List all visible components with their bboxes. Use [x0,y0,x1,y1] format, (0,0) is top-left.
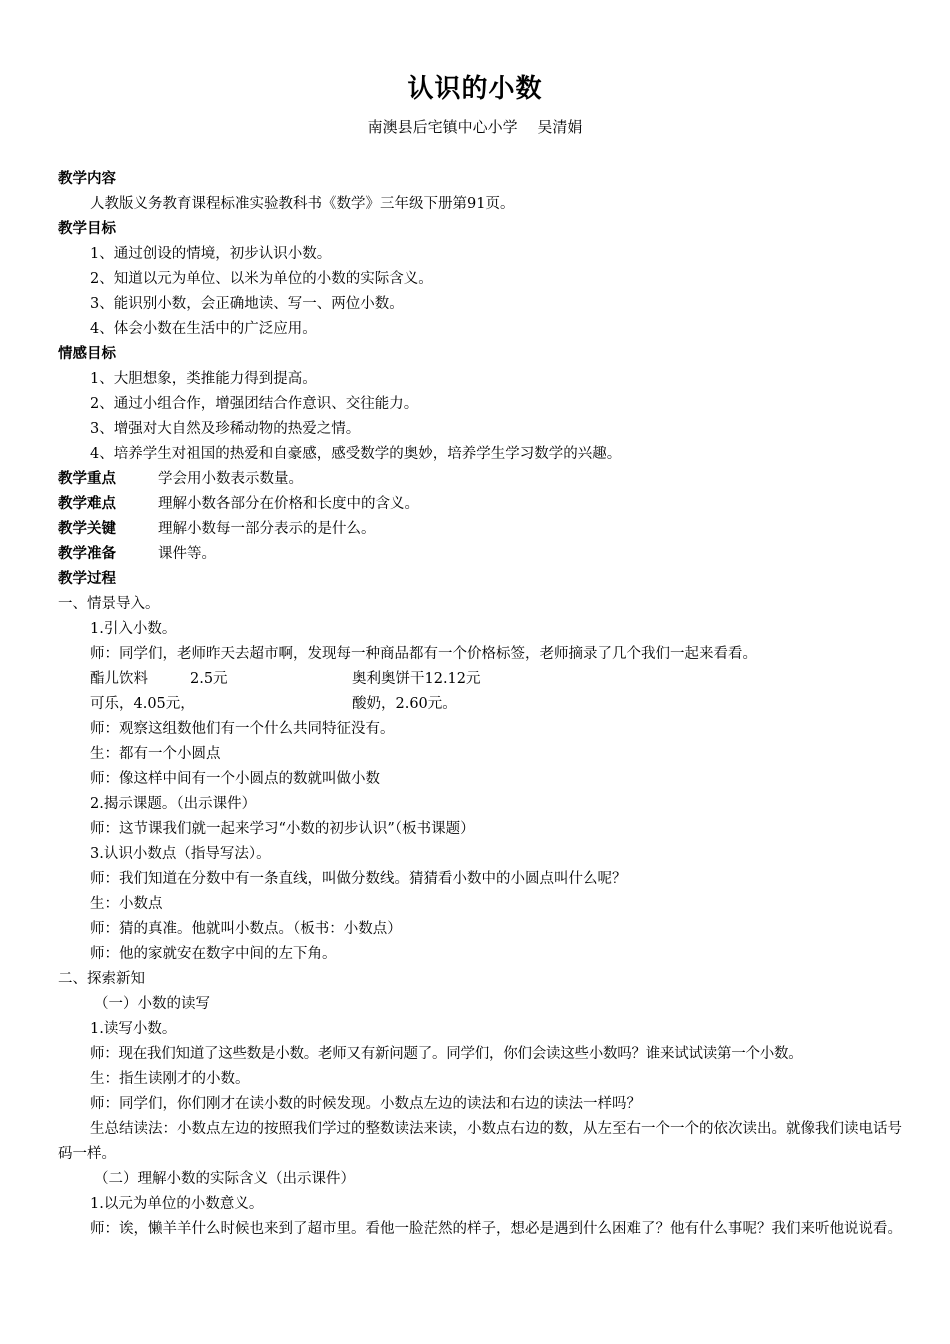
goals-heading: 教学目标 [58,221,116,237]
process-line: 3.认识小数点（指导写法）。 [90,846,271,862]
process-line: 师：猜的真准。他就叫小数点。（板书：小数点） [90,921,402,937]
process-line: 师：我们知道在分数中有一条直线，叫做分数线。猜猜看小数中的小圆点叫什么呢？ [90,871,627,887]
part2-title: 二、探索新知 [58,971,145,987]
content-heading: 教学内容 [58,171,116,187]
price-item: 酸奶，2.60元。 [352,696,457,712]
price-item-value: 2.5元 [190,671,228,687]
process-line: 师：同学们，老师昨天去超市啊，发现每一种商品都有一个价格标签，老师摘录了几个我们一起来看看。 [90,646,757,662]
price-item: 可乐，4.05元， [90,696,195,712]
emotion-item: 2、通过小组合作，增强团结合作意识、交往能力。 [90,396,419,412]
goal-item: 1、通过创设的情境，初步认识小数。 [90,246,332,262]
part1-title: 一、情景导入。 [58,596,160,612]
difficulty-label: 教学难点 [58,496,116,512]
difficulty-row [58,492,908,517]
emotion-item: 1、大胆想象，类推能力得到提高。 [90,371,317,387]
goal-item: 3、能识别小数，会正确地读、写一、两位小数。 [90,296,404,312]
crux-row [58,517,908,542]
process-line: 师：现在我们知道了这些数是小数。老师又有新问题了。同学们，你们会读这些小数吗？谁来试试读第一个小数。 [90,1046,803,1062]
price-item: 奥利奥饼干12.12元 [352,671,481,687]
process-line: 师：这节课我们就一起来学习“小数的初步认识”（板书课题） [90,821,475,837]
goal-item: 4、体会小数在生活中的广泛应用。 [90,321,317,337]
content-text: 人教版义务教育课程标准实验教科书《数学》三年级下册第91页。 [90,196,515,212]
summary-paragraph: 生总结读法：小数点左边的按照我们学过的整数读法来读，小数点右边的数，从左至右一个一个的依次读出。就像我们读电话号码一样。 [58,1121,902,1162]
final-paragraph: 师：诶，懒羊羊什么时候也来到了超市里。看他一脸茫然的样子，想必是遇到什么困难了？他有什么事呢？我们来听他说说看。 [90,1221,902,1237]
difficulty-text: 理解小数各部分在价格和长度中的含义。 [158,496,419,512]
process-line: 师：观察这组数他们有一个什么共同特征没有。 [90,721,395,737]
process-line: 师：像这样中间有一个小圆点的数就叫做小数 [90,771,380,787]
subsection-title: （二）理解小数的实际含义（出示课件） [94,1171,355,1187]
process-heading: 教学过程 [58,571,116,587]
process-line: 生：都有一个小圆点 [90,746,221,762]
crux-text: 理解小数每一部分表示的是什么。 [158,521,376,537]
key-point-text: 学会用小数表示数量。 [158,471,303,487]
process-line: 1.引入小数。 [90,621,177,637]
process-line: 师：同学们，你们刚才在读小数的时候发现。小数点左边的读法和右边的读法一样吗？ [90,1096,641,1112]
prep-text: 课件等。 [158,546,216,562]
document-title: 认识的小数 [407,74,543,104]
key-point-row [58,467,908,492]
emotion-item: 4、培养学生对祖国的热爱和自豪感，感受数学的奥妙，培养学生学习数学的兴趣。 [90,446,622,462]
goal-item: 2、知道以元为单位、以米为单位的小数的实际含义。 [90,271,433,287]
author-line: 南澳县后宅镇中心小学 吴清娟 [367,118,583,136]
price-row [58,667,908,692]
process-line: 师：他的家就安在数字中间的左下角。 [90,946,337,962]
prep-label: 教学准备 [58,546,116,562]
price-item-name: 酯儿饮料 [90,671,148,687]
emotion-heading: 情感目标 [58,346,116,362]
process-line: 生：指生读刚才的小数。 [90,1071,250,1087]
emotion-item: 3、增强对大自然及珍稀动物的热爱之情。 [90,421,361,437]
crux-label: 教学关键 [58,521,116,537]
price-row [58,692,908,717]
process-line: 1.读写小数。 [90,1021,177,1037]
process-line: 2.揭示课题。（出示课件） [90,796,257,812]
process-line: 生：小数点 [90,896,163,912]
document-body [58,167,908,1242]
prep-row [58,542,908,567]
key-point-label: 教学重点 [58,471,116,487]
subsection-title: （一）小数的读写 [94,996,210,1012]
process-line: 1.以元为单位的小数意义。 [90,1196,264,1212]
